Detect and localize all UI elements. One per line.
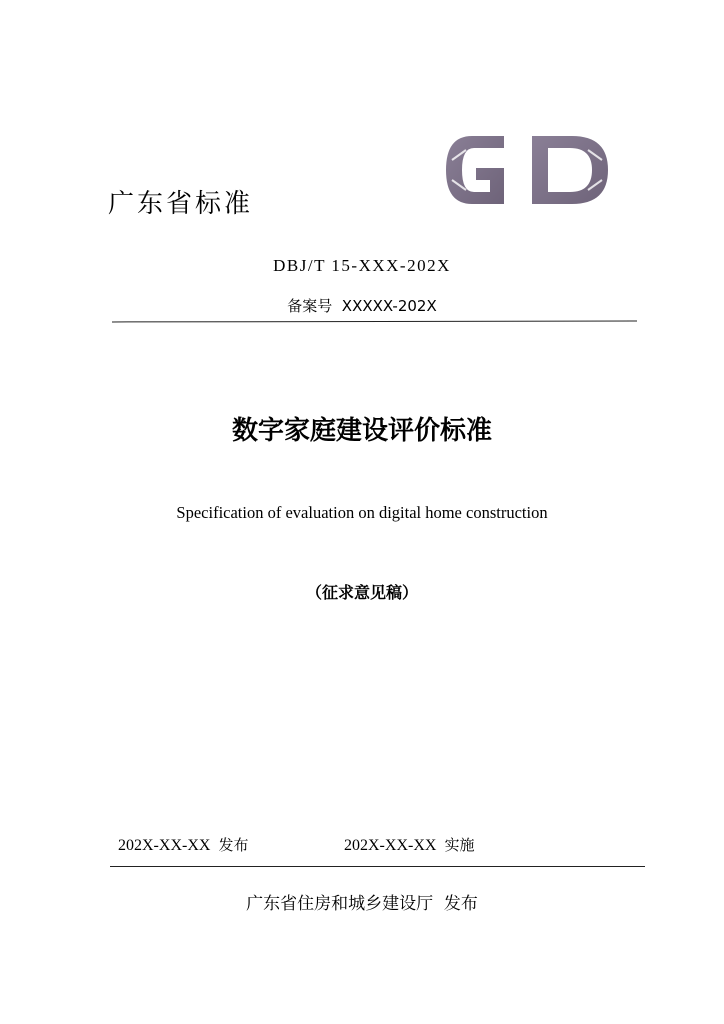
standard-type-heading: 广东省标准	[108, 189, 254, 219]
publish-date-line	[118, 834, 248, 855]
header-divider	[112, 321, 637, 323]
issuer-line	[0, 889, 724, 914]
filing-number-line	[0, 295, 724, 316]
document-title-english: Specification of evaluation on digital home construction	[176, 503, 548, 522]
draft-status: （征求意见稿）	[305, 583, 418, 602]
gd-logo	[442, 130, 612, 210]
issuer-action: 发布	[443, 894, 478, 914]
filing-number: XXXXX-202X	[341, 297, 437, 315]
footer-divider	[110, 866, 645, 867]
publish-label: 发布	[218, 836, 249, 854]
implement-date: 202X-XX-XX	[344, 837, 437, 854]
issuer-name: 广东省住房和城乡建设厅	[246, 894, 434, 914]
implement-label: 实施	[444, 836, 475, 854]
standard-code: DBJ/T 15-XXX-202X	[273, 256, 451, 275]
logo-letter-d	[532, 136, 608, 204]
implement-date-line	[344, 834, 474, 855]
filing-label: 备案号	[287, 297, 333, 315]
document-title-chinese: 数字家庭建设评价标准	[231, 416, 492, 446]
publish-date: 202X-XX-XX	[118, 837, 211, 854]
